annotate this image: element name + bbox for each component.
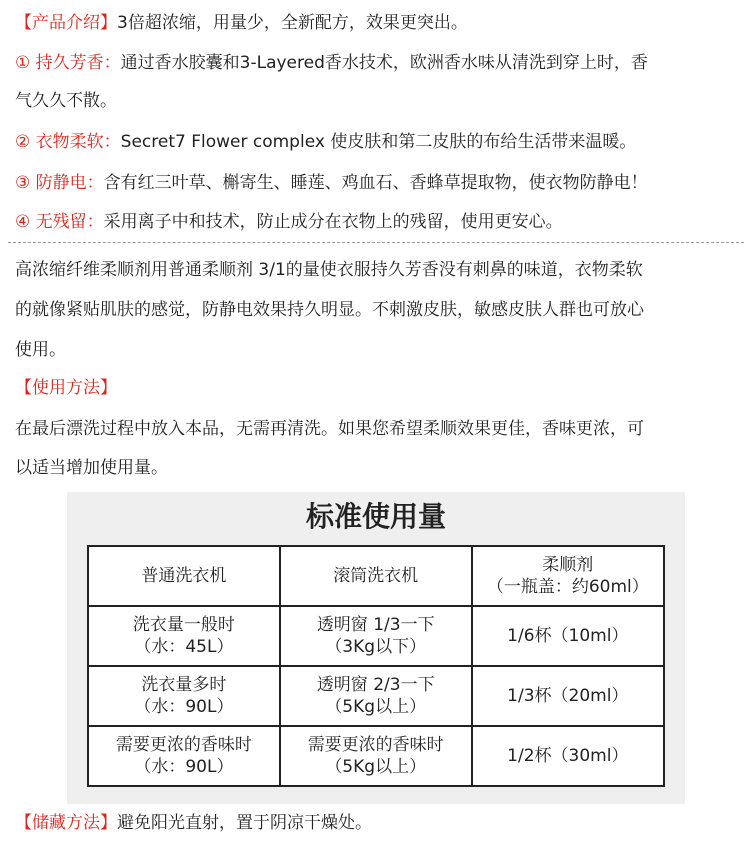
table-cell: [88, 726, 280, 786]
cell-subtext: （5Kg以上）: [325, 697, 427, 717]
feature-no-residue: [15, 203, 742, 241]
table-cell: [472, 726, 664, 786]
dosage-table: [87, 545, 665, 787]
cell-text: 透明窗 1/3一下: [316, 615, 435, 635]
description-text: 使用。: [15, 340, 66, 360]
usage-text: 以适当增加使用量。: [15, 458, 168, 478]
cell-text: 需要更浓的香味时: [307, 735, 444, 755]
header-cell: [280, 546, 472, 606]
header-cell: [88, 546, 280, 606]
description-line-2: [15, 291, 742, 329]
feature-label: ① 持久芳香：: [15, 53, 121, 73]
header-text: 柔顺剂: [542, 555, 594, 575]
header-text: 滚筒洗衣机: [333, 566, 419, 586]
cell-text: 洗衣量一般时: [132, 615, 235, 635]
feature-text: 通过香水胶囊和3-Layered香水技术，欧洲香水味从清洗到穿上时，香: [120, 53, 648, 73]
feature-label: ② 衣物柔软：: [15, 132, 121, 152]
usage-line-1: [15, 410, 742, 448]
dashed-divider: [8, 242, 744, 243]
feature-fragrance-cont: [15, 82, 742, 120]
usage-tag: 【使用方法】: [15, 378, 117, 398]
cell-subtext: （5Kg以上）: [325, 757, 427, 777]
table-cell: [280, 606, 472, 666]
table-row: [88, 726, 664, 786]
table-cell: [88, 666, 280, 726]
cell-text: 1/6杯（10ml）: [507, 626, 629, 646]
usage-line-2: [15, 449, 742, 487]
storage-line: [15, 804, 742, 842]
feature-fragrance: [15, 44, 742, 82]
storage-tag: 【储藏方法】: [15, 813, 117, 833]
header-cell: [472, 546, 664, 606]
description-line-1: [15, 251, 742, 289]
cell-text: 1/3杯（20ml）: [507, 686, 629, 706]
table-header-row: [88, 546, 664, 606]
description-text: 的就像紧贴肌肤的感觉，防静电效果持久明显。不刺激皮肤，敏感皮肤人群也可放心: [15, 300, 644, 320]
feature-softness: [15, 123, 742, 161]
header-subtext: （一瓶盖：约60ml）: [486, 577, 649, 597]
cell-subtext: （水：90L）: [134, 697, 234, 717]
cell-text: 透明窗 2/3一下: [316, 675, 435, 695]
feature-label: ③ 防静电：: [15, 173, 104, 193]
usage-text: 在最后漂洗过程中放入本品，无需再清洗。如果您希望柔顺效果更佳，香味更浓，可: [15, 419, 644, 439]
intro-text: 3倍超浓缩，用量少，全新配方，效果更突出。: [117, 13, 468, 33]
cell-subtext: （3Kg以下）: [325, 637, 427, 657]
table-cell: [88, 606, 280, 666]
feature-text-cont: 气久久不散。: [15, 91, 117, 111]
table-row: [88, 666, 664, 726]
feature-text: 含有红三叶草、槲寄生、睡莲、鸡血石、香蜂草提取物，使衣物防静电！: [103, 173, 648, 193]
usage-heading: [15, 369, 742, 407]
feature-text: Secret7 Flower complex 使皮肤和第二皮肤的布给生活带来温暖。: [120, 132, 637, 152]
feature-antistatic: [15, 164, 742, 202]
feature-label: ④ 无残留：: [15, 212, 104, 232]
description-text: 高浓缩纤维柔顺剂用普通柔顺剂 3/1的量使衣服持久芳香没有刺鼻的味道，衣物柔软: [15, 260, 643, 280]
feature-text: 采用离子中和技术，防止成分在衣物上的残留，使用更安心。: [103, 212, 563, 232]
table-cell: [280, 726, 472, 786]
header-text: 普通洗衣机: [141, 566, 227, 586]
dosage-title: 标准使用量: [305, 500, 446, 533]
cell-subtext: （水：90L）: [134, 757, 234, 777]
cell-text: 1/2杯（30ml）: [507, 746, 629, 766]
dosage-panel: [67, 492, 685, 804]
cell-text: 需要更浓的香味时: [115, 735, 252, 755]
description-line-3: [15, 331, 742, 369]
table-cell: [472, 606, 664, 666]
cell-text: 洗衣量多时: [141, 675, 227, 695]
storage-text: 避免阳光直射，置于阴凉干燥处。: [117, 813, 372, 833]
intro-line: [15, 4, 742, 42]
cell-subtext: （水：45L）: [134, 637, 234, 657]
table-cell: [280, 666, 472, 726]
intro-tag: 【产品介绍】: [15, 13, 117, 33]
table-cell: [472, 666, 664, 726]
table-row: [88, 606, 664, 666]
